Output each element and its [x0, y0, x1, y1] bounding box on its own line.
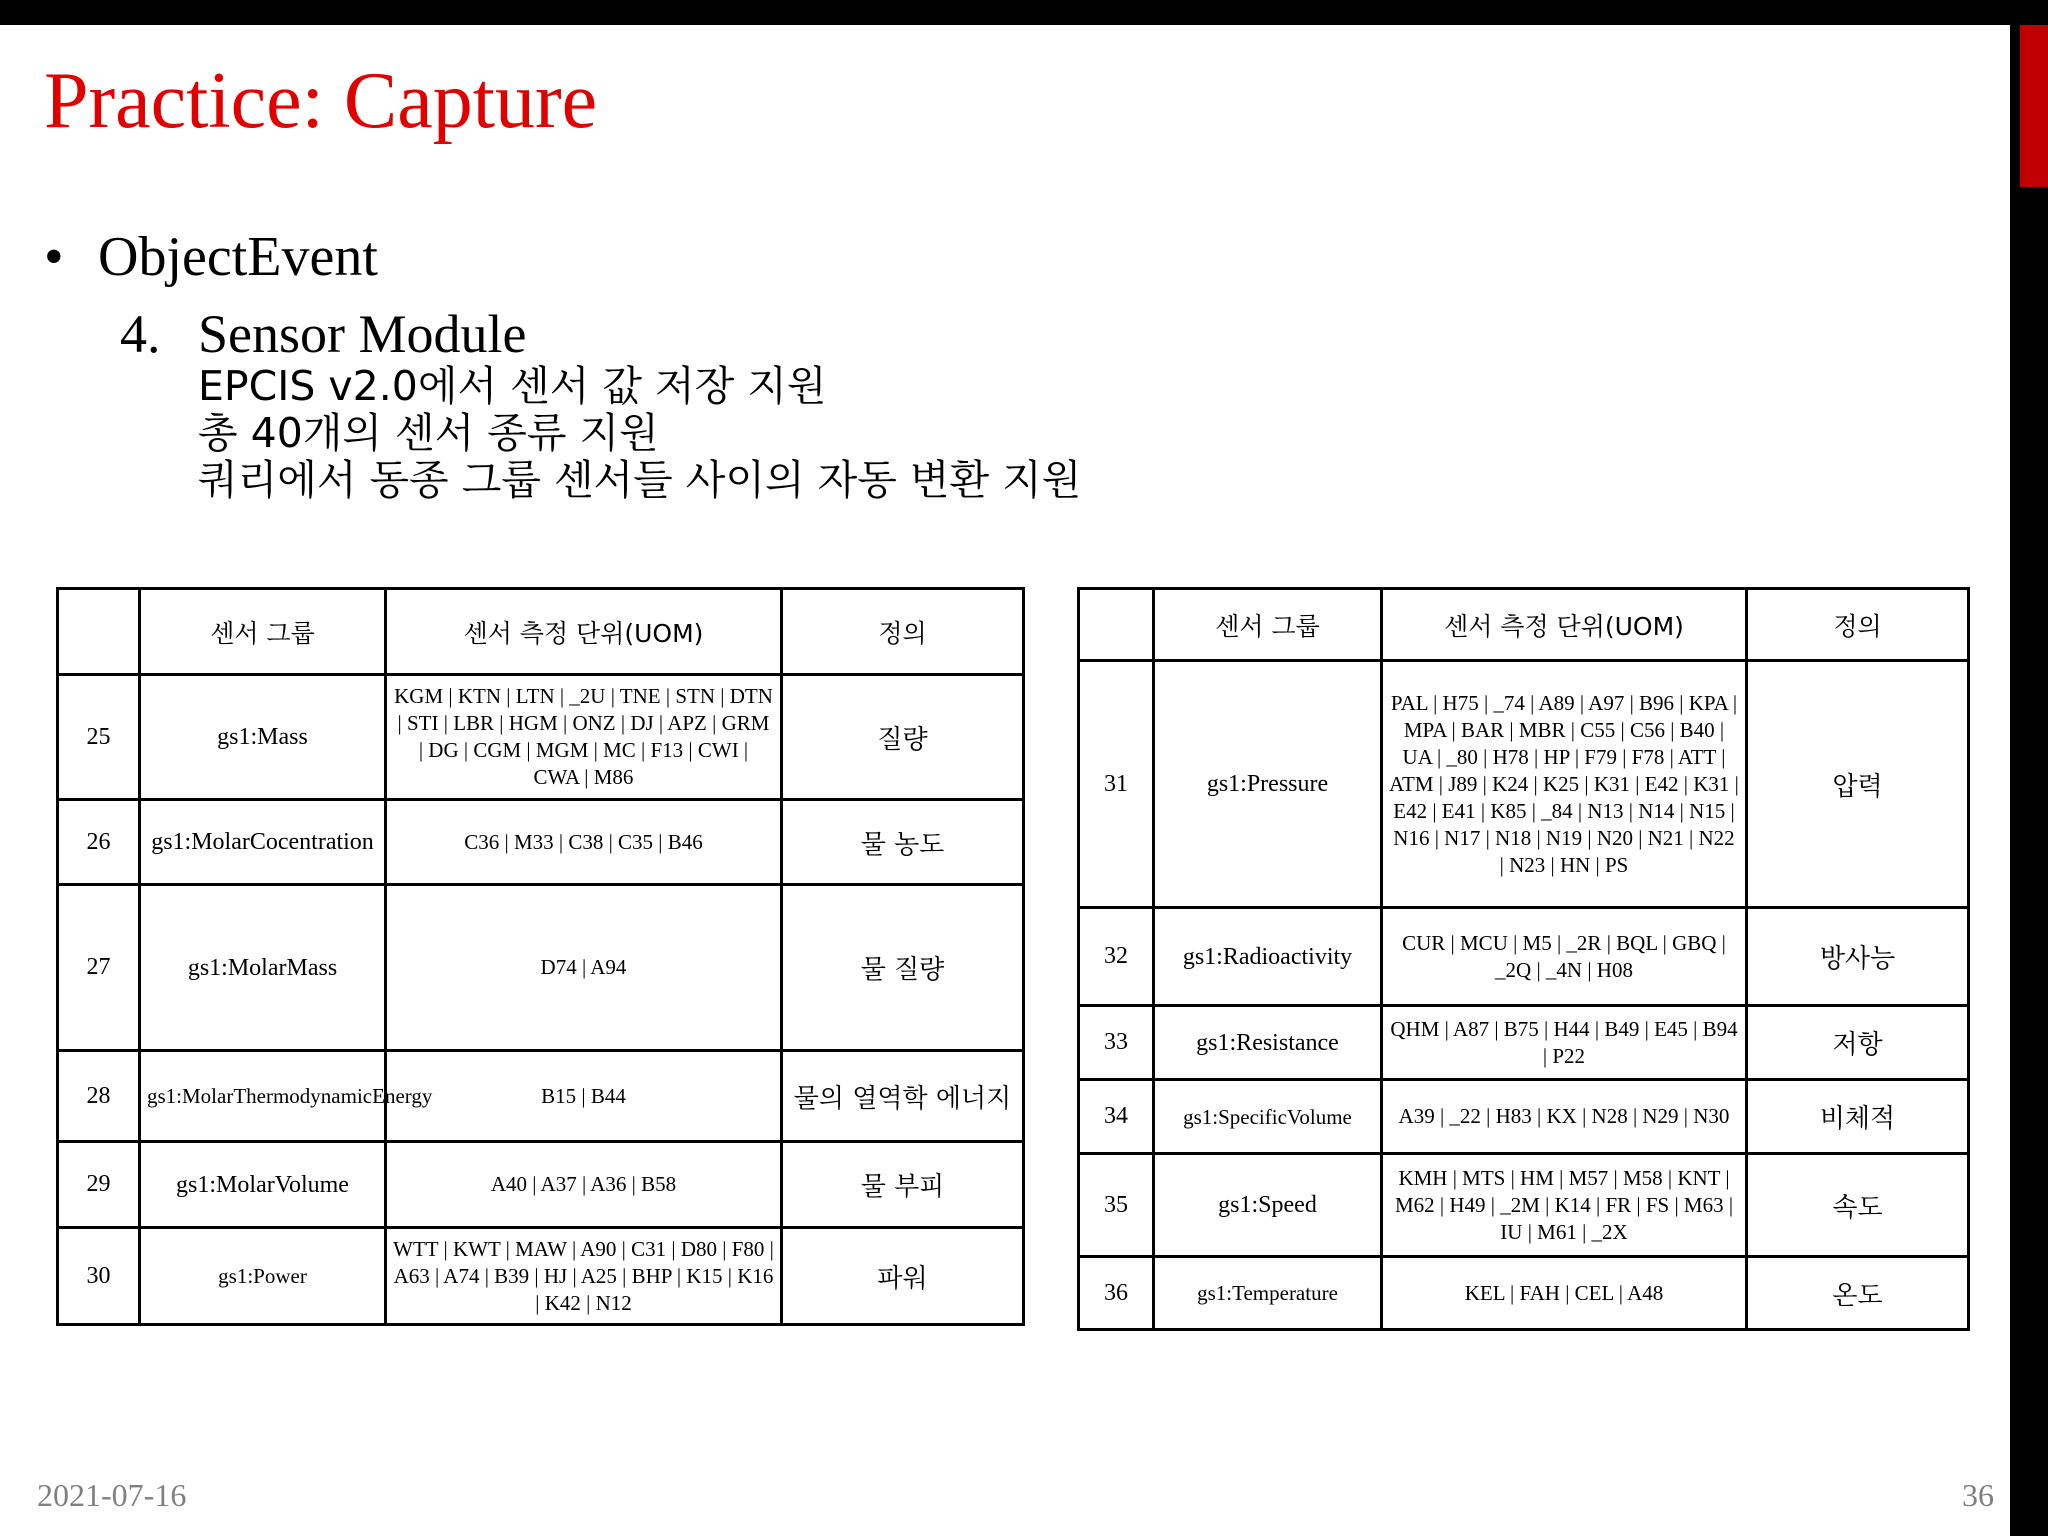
description-line: 총 40개의 센서 종류 지원 — [198, 409, 659, 457]
slide-title: Practice: Capture — [44, 57, 598, 145]
cell-uom: PAL | H75 | _74 | A89 | A97 | B96 | KPA | MPA | BAR | MBR | C55 | C56 | B40 | UA | _80 | H78 | HP | F79 | F78 | ATT | ATM | J89 | K24 | K25 | K31 | E42 | K31 | E42 | E41 | K85 | _84 | N13 | N14 | N15 | N16 | N17 | N18 | N19 | N20 | N21 | N22 | N23 | HN | PS — [1382, 661, 1747, 908]
cell-uom: C36 | M33 | C38 | C35 | B46 — [386, 800, 782, 885]
cell-definition: 저항 — [1747, 1006, 1969, 1080]
table-header-row — [58, 589, 1024, 675]
cell-definition: 비체적 — [1747, 1080, 1969, 1154]
cell-uom: QHM | A87 | B75 | H44 | B49 | E45 | B94 | P22 — [1382, 1006, 1747, 1080]
cell-uom: B15 | B44 — [386, 1051, 782, 1142]
sub-item-number: 4. — [120, 304, 161, 364]
cell-number: 33 — [1079, 1006, 1154, 1080]
top-bar — [0, 0, 2048, 25]
cell-number: 27 — [58, 885, 140, 1051]
cell-number: 25 — [58, 675, 140, 800]
cell-number: 32 — [1079, 908, 1154, 1006]
sensor-table-left — [56, 587, 1025, 1326]
description-lines — [198, 363, 1081, 504]
right-edge-bar — [2010, 25, 2048, 1536]
cell-group: gs1:Resistance — [1154, 1006, 1382, 1080]
cell-uom: CUR | MCU | M5 | _2R | BQL | GBQ | _2Q | _4N | H08 — [1382, 908, 1747, 1006]
cell-definition: 온도 — [1747, 1257, 1969, 1330]
cell-group: gs1:SpecificVolume — [1154, 1080, 1382, 1154]
cell-number: 29 — [58, 1142, 140, 1228]
table-header-row — [1079, 589, 1969, 661]
cell-definition: 물 농도 — [782, 800, 1024, 885]
cell-number: 31 — [1079, 661, 1154, 908]
cell-uom: A39 | _22 | H83 | KX | N28 | N29 | N30 — [1382, 1080, 1747, 1154]
cell-group: gs1:Mass — [140, 675, 386, 800]
description-line: 쿼리에서 동종 그룹 센서들 사이의 자동 변환 지원 — [198, 456, 1082, 504]
cell-definition: 속도 — [1747, 1154, 1969, 1257]
cell-definition: 물의 열역학 에너지 — [782, 1051, 1024, 1142]
cell-group: gs1:Speed — [1154, 1154, 1382, 1257]
header-number — [1079, 589, 1154, 661]
cell-group: gs1:MolarThermodynamicEnergy — [140, 1051, 386, 1142]
table-row — [58, 885, 1024, 1051]
table-row — [58, 1142, 1024, 1228]
sub-item — [120, 303, 526, 365]
table-row — [1079, 908, 1969, 1006]
cell-definition: 물 부피 — [782, 1142, 1024, 1228]
cell-group: gs1:Power — [140, 1228, 386, 1325]
cell-group: gs1:MolarVolume — [140, 1142, 386, 1228]
header-definition: 정의 — [1747, 589, 1969, 661]
footer-date: 2021-07-16 — [37, 1477, 187, 1513]
bullet-text: ObjectEvent — [98, 226, 378, 288]
cell-definition: 파워 — [782, 1228, 1024, 1325]
cell-number: 28 — [58, 1051, 140, 1142]
cell-group: gs1:MolarCocentration — [140, 800, 386, 885]
cell-definition: 압력 — [1747, 661, 1969, 908]
cell-definition: 물 질량 — [782, 885, 1024, 1051]
cell-group: gs1:Pressure — [1154, 661, 1382, 908]
header-group: 센서 그룹 — [1154, 589, 1382, 661]
header-group: 센서 그룹 — [140, 589, 386, 675]
table-row — [1079, 661, 1969, 908]
table-row — [58, 1228, 1024, 1325]
header-number — [58, 589, 140, 675]
table-row — [1079, 1154, 1969, 1257]
table-row — [1079, 1006, 1969, 1080]
description-line: EPCIS v2.0에서 센서 값 저장 지원 — [198, 362, 827, 410]
page-number: 36 — [1962, 1477, 1994, 1513]
header-definition: 정의 — [782, 589, 1024, 675]
table-row — [58, 1051, 1024, 1142]
bullet-item — [44, 225, 378, 289]
sub-item-title: Sensor Module — [198, 304, 527, 364]
header-uom: 센서 측정 단위(UOM) — [386, 589, 782, 675]
cell-group: gs1:Temperature — [1154, 1257, 1382, 1330]
table-row — [58, 800, 1024, 885]
cell-group: gs1:MolarMass — [140, 885, 386, 1051]
table-row — [1079, 1257, 1969, 1330]
cell-uom: KMH | MTS | HM | M57 | M58 | KNT | M62 | H49 | _2M | K14 | FR | FS | M63 | IU | M61 | _2X — [1382, 1154, 1747, 1257]
cell-uom: KGM | KTN | LTN | _2U | TNE | STN | DTN | STI | LBR | HGM | ONZ | DJ | APZ | GRM | DG | CGM | MGM | MC | F13 | CWI | CWA | M86 — [386, 675, 782, 800]
cell-definition: 질량 — [782, 675, 1024, 800]
cell-uom: WTT | KWT | MAW | A90 | C31 | D80 | F80 | A63 | A74 | B39 | HJ | A25 | BHP | K15 | K16 | K42 | N12 — [386, 1228, 782, 1325]
right-edge-accent — [2020, 25, 2048, 187]
sensor-table-right — [1077, 587, 1970, 1331]
cell-group: gs1:Radioactivity — [1154, 908, 1382, 1006]
cell-number: 26 — [58, 800, 140, 885]
cell-uom: D74 | A94 — [386, 885, 782, 1051]
cell-number: 30 — [58, 1228, 140, 1325]
cell-uom: A40 | A37 | A36 | B58 — [386, 1142, 782, 1228]
cell-definition: 방사능 — [1747, 908, 1969, 1006]
bullet-icon: • — [44, 226, 64, 288]
table-row — [1079, 1080, 1969, 1154]
table-row — [58, 675, 1024, 800]
header-uom: 센서 측정 단위(UOM) — [1382, 589, 1747, 661]
cell-uom: KEL | FAH | CEL | A48 — [1382, 1257, 1747, 1330]
cell-number: 35 — [1079, 1154, 1154, 1257]
cell-number: 36 — [1079, 1257, 1154, 1330]
cell-number: 34 — [1079, 1080, 1154, 1154]
